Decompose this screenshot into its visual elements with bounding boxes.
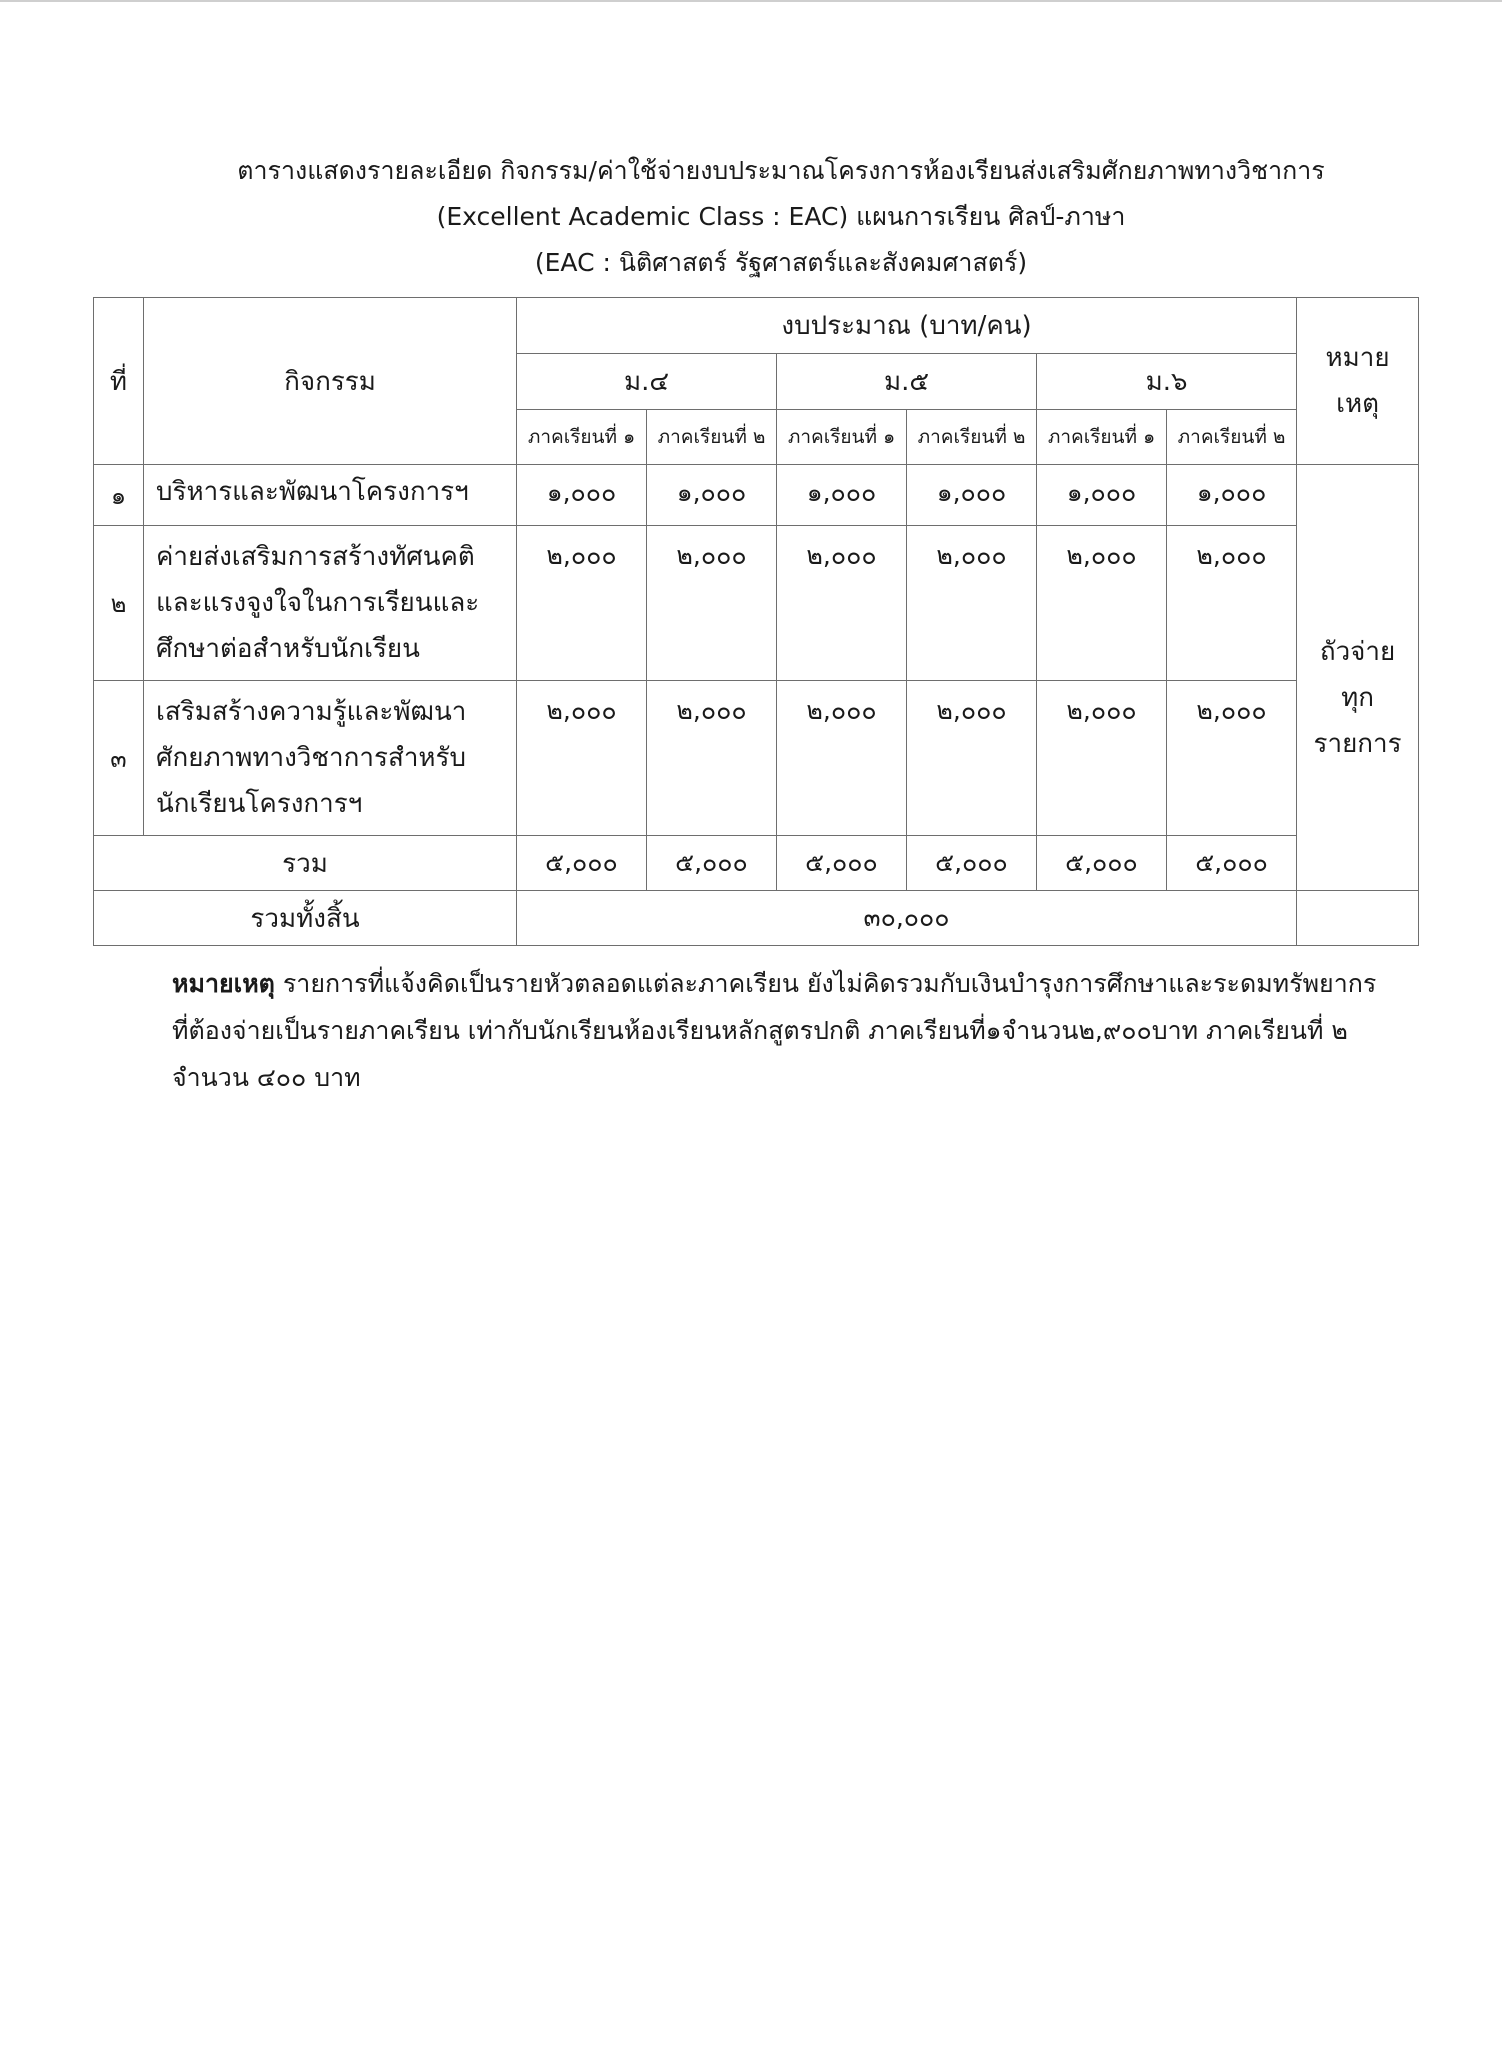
title-line-1: ตารางแสดงรายละเอียด กิจกรรม/ค่าใช้จ่ายงบประมาณโครงการห้องเรียนส่งเสริมศักยภาพทางวิชาการ	[237, 156, 1325, 185]
row-activity: เสริมสร้างความรู้และพัฒนา ศักยภาพทางวิชาการสำหรับ นักเรียนโครงการฯ	[144, 681, 517, 836]
note-cell-end	[1297, 891, 1419, 946]
row-value: ๒,๐๐๐	[777, 526, 907, 681]
remark-line-2: ที่ต้องจ่ายเป็นรายภาคเรียน เท่ากับนักเรียนห้องเรียนหลักสูตรปกติ ภาคเรียนที่๑จำนวน๒,๙๐๐บาท ภาคเรียนที่ ๒	[172, 1016, 1348, 1045]
row-value: ๒,๐๐๐	[1167, 526, 1297, 681]
row-value: ๒,๐๐๐	[907, 681, 1037, 836]
header-term: ภาคเรียนที่ ๒	[647, 410, 777, 465]
row-value: ๑,๐๐๐	[517, 465, 647, 526]
grand-total-value: ๓๐,๐๐๐	[517, 891, 1297, 946]
header-term: ภาคเรียนที่ ๒	[1167, 410, 1297, 465]
grand-total-label: รวมทั้งสิ้น	[94, 891, 517, 946]
row-value: ๒,๐๐๐	[647, 681, 777, 836]
sum-value: ๕,๐๐๐	[1037, 836, 1167, 891]
header-grade-m6: ม.๖	[1037, 354, 1297, 410]
header-term: ภาคเรียนที่ ๑	[777, 410, 907, 465]
budget-table	[93, 297, 1419, 946]
header-note-text: หมาย เหตุ	[1325, 343, 1390, 419]
row-value: ๑,๐๐๐	[907, 465, 1037, 526]
remark-paragraph	[172, 960, 1402, 1101]
row-value: ๒,๐๐๐	[777, 681, 907, 836]
row-value: ๒,๐๐๐	[1037, 526, 1167, 681]
page-top-border	[0, 0, 1502, 2]
remark-line-3: จำนวน ๔๐๐ บาท	[172, 1063, 361, 1092]
row-value: ๒,๐๐๐	[907, 526, 1037, 681]
remark-label: หมายเหตุ	[172, 969, 275, 998]
row-number: ๓	[94, 681, 144, 836]
header-activity: กิจกรรม	[144, 298, 517, 465]
header-grade-m5: ม.๕	[777, 354, 1037, 410]
title-line-3: (EAC : นิติศาสตร์ รัฐศาสตร์และสังคมศาสตร์)	[534, 248, 1028, 277]
sum-value: ๕,๐๐๐	[517, 836, 647, 891]
sum-value: ๕,๐๐๐	[647, 836, 777, 891]
header-term: ภาคเรียนที่ ๑	[1037, 410, 1167, 465]
row-value: ๒,๐๐๐	[647, 526, 777, 681]
table-row	[94, 465, 1419, 526]
row-value: ๒,๐๐๐	[1167, 681, 1297, 836]
note-cell	[1297, 465, 1419, 891]
sum-value: ๕,๐๐๐	[1167, 836, 1297, 891]
table-row	[94, 681, 1419, 836]
header-term: ภาคเรียนที่ ๑	[517, 410, 647, 465]
row-activity: ค่ายส่งเสริมการสร้างทัศนคติ และแรงจูงใจในการเรียนและ ศึกษาต่อสำหรับนักเรียน	[144, 526, 517, 681]
row-value: ๑,๐๐๐	[647, 465, 777, 526]
remark-text-1: รายการที่แจ้งคิดเป็นรายหัวตลอดแต่ละภาคเรียน ยังไม่คิดรวมกับเงินบำรุงการศึกษาและระดมทรัพยากร	[274, 969, 1377, 998]
remark-line-1	[172, 960, 1402, 1007]
row-value: ๑,๐๐๐	[777, 465, 907, 526]
grand-total-row	[94, 891, 1419, 946]
note-text: ถัวจ่าย ทุก รายการ	[1313, 636, 1402, 759]
row-value: ๒,๐๐๐	[1037, 681, 1167, 836]
row-value: ๑,๐๐๐	[1037, 465, 1167, 526]
row-value: ๒,๐๐๐	[517, 526, 647, 681]
header-term: ภาคเรียนที่ ๒	[907, 410, 1037, 465]
header-no: ที่	[94, 298, 144, 465]
header-budget: งบประมาณ (บาท/คน)	[517, 298, 1297, 354]
sum-value: ๕,๐๐๐	[907, 836, 1037, 891]
row-activity: บริหารและพัฒนาโครงการฯ	[144, 465, 517, 526]
sum-row	[94, 836, 1419, 891]
sum-value: ๕,๐๐๐	[777, 836, 907, 891]
row-number: ๒	[94, 526, 144, 681]
header-grade-m4: ม.๔	[517, 354, 777, 410]
row-value: ๒,๐๐๐	[517, 681, 647, 836]
row-number: ๑	[94, 465, 144, 526]
document-title	[0, 148, 1502, 286]
header-note	[1297, 298, 1419, 465]
title-line-2: (Excellent Academic Class : EAC) แผนการเรียน ศิลป์-ภาษา	[436, 202, 1126, 231]
row-value: ๑,๐๐๐	[1167, 465, 1297, 526]
sum-label: รวม	[94, 836, 517, 891]
table-row	[94, 526, 1419, 681]
